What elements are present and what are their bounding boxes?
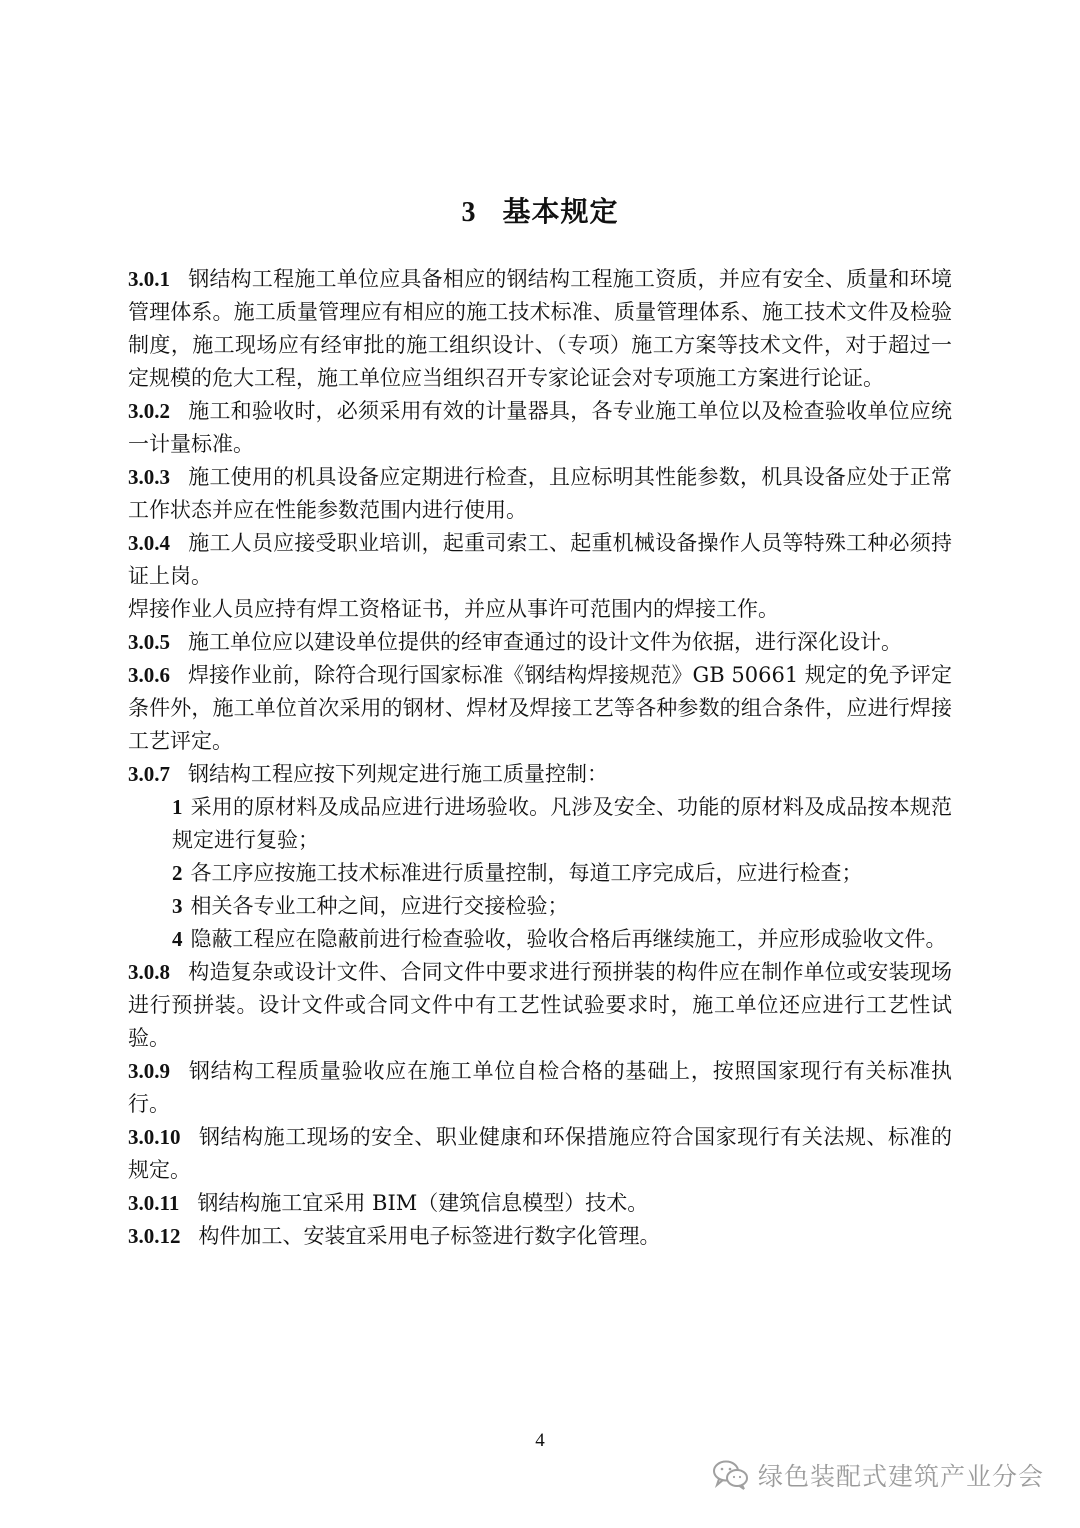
clause-3-0-9: 3.0.9 钢结构工程质量验收应在施工单位自检合格的基础上，按照国家现行有关标准执行。 bbox=[128, 1059, 952, 1116]
chapter-title: 基本规定 bbox=[502, 195, 619, 228]
list-item: 1 采用的原材料及成品应进行进场验收。凡涉及安全、功能的原材料及成品按本规范规定进行复验； bbox=[172, 795, 952, 852]
clause-3-0-3: 3.0.3 施工使用的机具设备应定期进行检查，且应标明其性能参数，机具设备应处于正常工作状态并应在性能参数范围内进行使用。 bbox=[128, 465, 952, 522]
clause-3-0-8: 3.0.8 构造复杂或设计文件、合同文件中要求进行预拼装的构件应在制作单位或安装现场进行预拼装。设计文件或合同文件中有工艺性试验要求时，施工单位还应进行工艺性试验。 bbox=[128, 960, 952, 1050]
list-item: 4 隐蔽工程应在隐蔽前进行检查验收，验收合格后再继续施工，并应形成验收文件。 bbox=[172, 927, 947, 951]
clause-3-0-4: 3.0.4 施工人员应接受职业培训，起重司索工、起重机械设备操作人员等特殊工种必须持证上岗。 bbox=[128, 531, 952, 588]
clause-3-0-6: 3.0.6 焊接作业前，除符合现行国家标准《钢结构焊接规范》GB 50661 规定的免予评定条件外，施工单位首次采用的钢材、焊材及焊接工艺等各种参数的组合条件，应进行焊接工艺评定。 bbox=[128, 663, 952, 753]
clause-3-0-4-continued: 焊接作业人员应持有焊工资格证书，并应从事许可范围内的焊接工作。 bbox=[128, 597, 779, 621]
clause-3-0-11: 3.0.11 钢结构施工宜采用 BIM（建筑信息模型）技术。 bbox=[128, 1191, 649, 1215]
watermark-text: 绿色装配式建筑产业分会 bbox=[758, 1462, 1045, 1491]
page-title bbox=[0, 190, 1080, 230]
chapter-number: 3 bbox=[461, 197, 477, 228]
clause-3-0-5: 3.0.5 施工单位应以建设单位提供的经审查通过的设计文件为依据，进行深化设计。 bbox=[128, 630, 902, 654]
document-body bbox=[128, 263, 952, 1253]
list-item: 2 各工序应按施工技术标准进行质量控制，每道工序完成后，应进行检查； bbox=[172, 861, 863, 885]
page-number: 4 bbox=[535, 1430, 545, 1451]
clause-3-0-10: 3.0.10 钢结构施工现场的安全、职业健康和环保措施应符合国家现行有关法规、标准的规定。 bbox=[128, 1125, 952, 1182]
clause-3-0-1: 3.0.1 钢结构工程施工单位应具备相应的钢结构工程施工资质，并应有安全、质量和环境管理体系。施工质量管理应有相应的施工技术标准、质量管理体系、施工技术文件及检验制度，施工现场应有经审批的施工组织设计、（专项）施工方案等技术文件，对于超过一定规模的危大工程，施工单位应当组织召开专家论证会对专项施工方案进行论证。 bbox=[128, 267, 952, 390]
clause-3-0-2: 3.0.2 施工和验收时，必须采用有效的计量器具，各专业施工单位以及检查验收单位应统一计量标准。 bbox=[128, 399, 952, 456]
clause-3-0-7: 3.0.7 钢结构工程应按下列规定进行施工质量控制： bbox=[128, 762, 608, 786]
watermark bbox=[712, 1455, 1044, 1495]
clause-3-0-12: 3.0.12 构件加工、安装宜采用电子标签进行数字化管理。 bbox=[128, 1224, 661, 1248]
wechat-icon bbox=[712, 1459, 750, 1491]
list-item: 3 相关各专业工种之间，应进行交接检验； bbox=[172, 894, 569, 918]
